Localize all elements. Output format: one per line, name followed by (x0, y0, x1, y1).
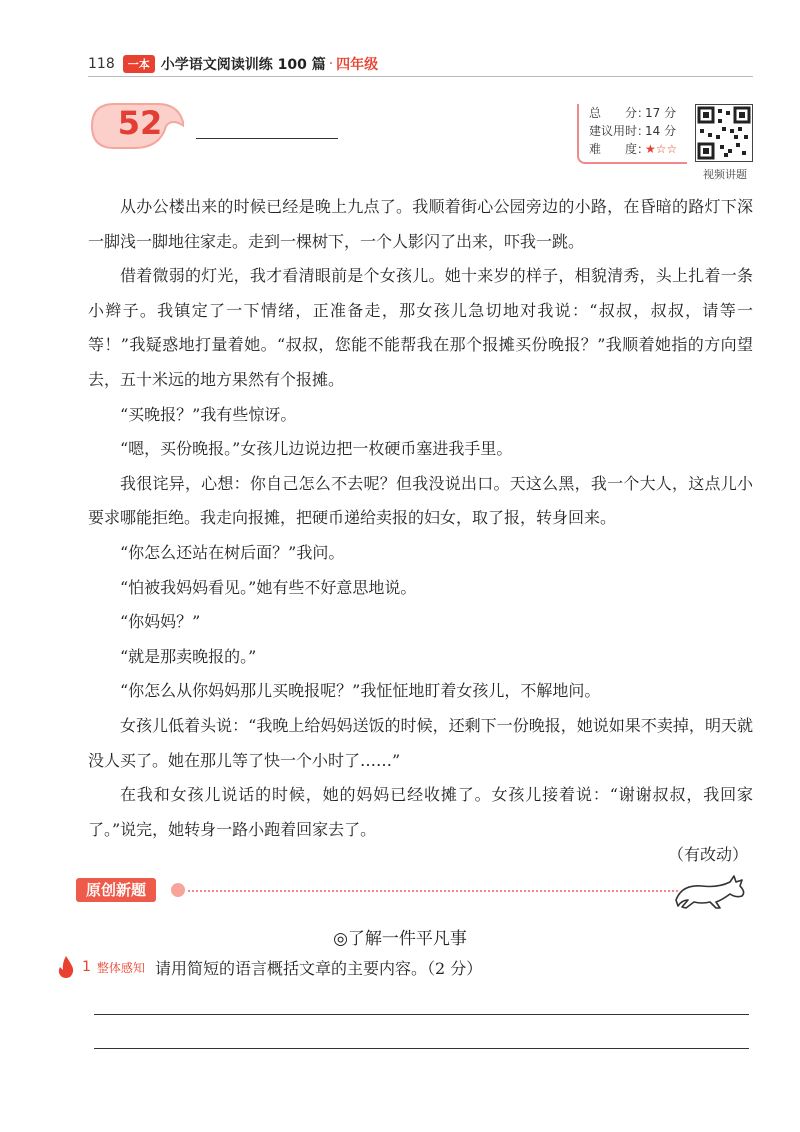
section-tag-dot-icon (171, 883, 185, 897)
lesson-number: 52 (117, 104, 163, 142)
total-score-row: 总 分：17 分 (589, 106, 677, 120)
section-tag: 原创新题 (76, 878, 156, 902)
article-paragraph: 在我和女孩儿说话的时候，她的妈妈已经收摊了。女孩儿接着说：“谢谢叔叔，我回家了。”说完，她转身一路小跑着回家去了。 (88, 785, 753, 839)
article-paragraph: 我很诧异，心想：你自己怎么不去呢？但我没说出口。天这么黑，我一个大人，这点儿小要求哪能拒绝。我走向报摊，把硬币递给卖报的妇女，取了报，转身回来。 (88, 473, 753, 528)
suggested-time-row: 建议用时：14 分 (589, 124, 677, 138)
brand-logo: 一本 (123, 55, 155, 73)
article-paragraph: “怕被我妈妈看见。”她有些不好意思地说。 (120, 577, 417, 597)
qr-code-icon[interactable] (695, 104, 753, 162)
section-dotted-divider (188, 890, 678, 892)
title-blank-line (196, 138, 338, 139)
question-text: 请用简短的语言概括文章的主要内容。（2 分） (154, 958, 483, 978)
article-paragraph: 借着微弱的灯光，我才看清眼前是个女孩儿。她十来岁的样子，相貌清秀，头上扎着一条小辫子。我镇定了一下情绪，正准备走，那女孩儿急切地对我说：“叔叔，叔叔，请等一等！”我疑惑地打量着她。“叔叔，您能不能帮我在那个报摊买份晚报？”我顺着她指的方向望去，五十米远的地方果然有个报摊。 (88, 266, 753, 389)
article-paragraph: 女孩儿低着头说：“我晚上给妈妈送饭的时候，还剩下一份晚报，她说如果不卖掉，明天就没人买了。她在那儿等了快一个小时了……” (88, 715, 753, 770)
article-paragraph: “你怎么从你妈妈那儿买晚报呢？”我怔怔地盯着女孩儿，不解地问。 (120, 681, 601, 701)
video-explanation-label: 视频讲题 (703, 168, 747, 181)
total-score: 17 分 (645, 106, 677, 120)
difficulty-stars: ★☆☆ (645, 142, 678, 156)
answer-line[interactable] (94, 1048, 749, 1049)
article-paragraph: “你怎么还站在树后面？”我问。 (120, 542, 345, 562)
page-header (88, 54, 378, 74)
article-body (88, 190, 753, 847)
question-1 (56, 955, 482, 979)
article-paragraph: 从办公楼出来的时候已经是晚上九点了。我顺着街心公园旁边的小路，在昏暗的路灯下深一脚浅一脚地往家走。走到一棵树下，一个人影闪了出来，吓我一跳。 (88, 197, 753, 251)
question-number: 1 (82, 959, 91, 975)
answer-line[interactable] (94, 1014, 749, 1015)
suggested-time: 14 分 (645, 124, 677, 138)
header-divider (88, 76, 753, 77)
article-paragraph: “买晚报？”我有些惊讶。 (120, 404, 297, 424)
section-subtitle: ◎了解一件平凡事 (333, 929, 467, 949)
lesson-number-badge (88, 100, 184, 152)
article-paragraph: “就是那卖晚报的。” (120, 646, 257, 666)
source-note: （有改动） (667, 845, 748, 864)
difficulty-row: 难 度：★☆☆ (589, 142, 678, 156)
running-cat-icon (672, 870, 752, 912)
article-paragraph: “嗯，买份晚报。”女孩儿边说边把一枚硬币塞进我手里。 (120, 439, 513, 459)
question-type-tag: 整体感知 (96, 960, 145, 975)
lesson-info-panel (577, 104, 687, 164)
flame-icon (56, 955, 76, 979)
article-paragraph: “你妈妈？” (120, 612, 201, 632)
grade-label: 四年级 (336, 57, 379, 73)
page-number: 118 (88, 56, 115, 72)
series-title: 小学语文阅读训练 100 篇 (160, 57, 326, 73)
header-separator: · (328, 56, 334, 72)
